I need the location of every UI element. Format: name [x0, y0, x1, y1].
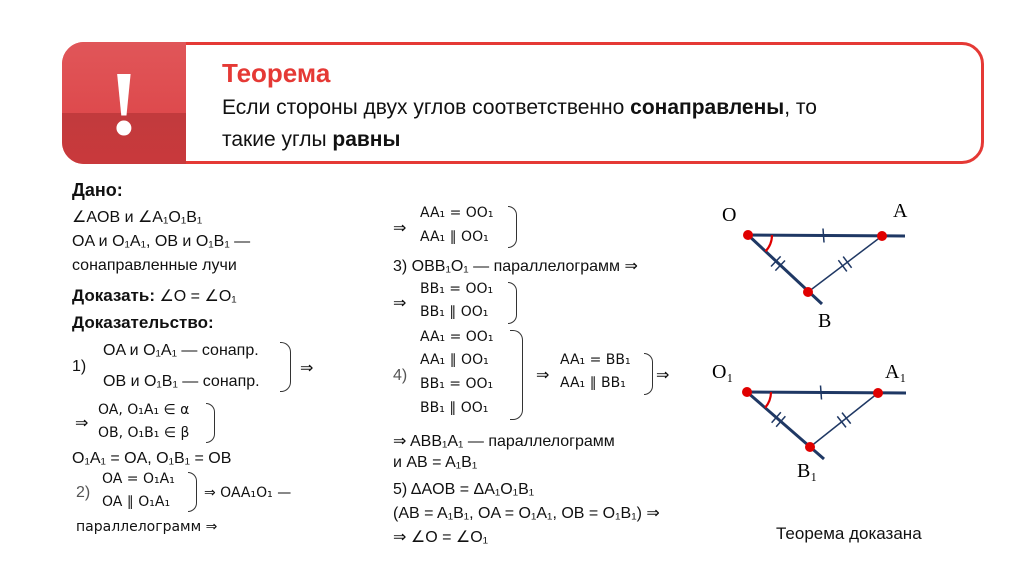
triangle-top-point-O	[743, 230, 753, 240]
label-O: O	[722, 204, 737, 226]
triangle-top-point-B	[803, 287, 813, 297]
step-1c-arrow: ⇒	[75, 415, 89, 432]
step-4-line-4: BB₁ ∥ OO₁	[420, 400, 489, 416]
label-B1: B₁	[797, 460, 818, 482]
mid-3-line-b: BB₁ ∥ OO₁	[420, 304, 489, 320]
step-1-line-a: OA и O₁A₁ — сонапр.	[103, 342, 259, 359]
step-2-number: 2)	[76, 484, 91, 501]
step-1-line-b: OB и O₁B₁ — сонапр.	[103, 373, 260, 390]
triangle-bottom-tick-AB-0	[842, 413, 851, 424]
step-4-arrow-2: ⇒	[656, 367, 670, 384]
step-2-result: ⇒ OAA₁O₁ —	[204, 485, 292, 501]
step-1-number: 1)	[72, 358, 87, 375]
triangle-top-segment-AB	[808, 236, 882, 292]
triangle-bottom-point-A	[873, 388, 883, 398]
step-2-result-cont: параллелограмм ⇒	[76, 519, 218, 535]
prove-label: Доказать:	[72, 286, 155, 305]
triangle-top-tick-OA	[823, 229, 824, 243]
triangle-top-tick-AB-0	[843, 257, 851, 268]
mid-3-line-a: BB₁ = OO₁	[420, 281, 494, 297]
step-4-conclusion-equal: и AB = A₁B₁	[393, 454, 478, 471]
step-4-number: 4)	[393, 367, 408, 384]
given-rays: OA и O₁A₁, OB и O₁B₁ —	[72, 233, 251, 250]
triangle-top-tick-AB-1	[838, 260, 846, 271]
prove-value: ∠O = ∠O₁	[155, 288, 237, 305]
step-1-arrow: ⇒	[300, 360, 314, 377]
step-2-line-b: OA ∥ O₁A₁	[102, 494, 171, 510]
triangle-bottom-point-O	[742, 387, 752, 397]
mid-1-arrow: ⇒	[393, 220, 407, 237]
step-1d: O₁A₁ = OA, O₁B₁ = OB	[72, 450, 232, 467]
triangle-bottom-point-B	[805, 442, 815, 452]
step-4-line-2: AA₁ ∥ OO₁	[420, 352, 489, 368]
theorem-text: Если стороны двух углов соответственно	[222, 96, 631, 119]
step-4-conclusion: ⇒ ABB₁A₁ — параллелограмм	[393, 433, 615, 450]
theorem-text: такие углы	[222, 128, 333, 151]
step-5-reason: (AB = A₁B₁, OA = O₁A₁, OB = O₁B₁) ⇒	[393, 505, 660, 522]
proof-complete-text: Теорема доказана	[776, 524, 922, 543]
step-2-line-a: OA = O₁A₁	[102, 471, 175, 487]
step-1c-line-b: OB, O₁B₁ ∈ β	[98, 425, 190, 441]
theorem-text: , то	[784, 96, 817, 119]
theorem-keyword-equal: равны	[332, 128, 401, 151]
triangle-bottom-tick-AB-1	[837, 416, 846, 427]
triangle-top-angle-arc	[766, 235, 772, 251]
triangle-bottom-angle-arc	[765, 392, 771, 408]
mid-1-line-a: AA₁ = OO₁	[420, 205, 494, 221]
exclamation-icon: !	[108, 52, 140, 154]
step-4-arrow: ⇒	[536, 367, 550, 384]
step-3: 3) OBB₁O₁ — параллелограмм ⇒	[393, 258, 638, 275]
given-heading: Дано:	[72, 180, 123, 200]
triangle-top-point-A	[877, 231, 887, 241]
step-4-line-1: AA₁ = OO₁	[420, 329, 494, 345]
triangle-bottom-segment-AB	[810, 393, 878, 447]
step-4-line-3: BB₁ = OO₁	[420, 376, 494, 392]
step-4-result-a: AA₁ = BB₁	[560, 352, 631, 368]
step-4-result-b: AA₁ ∥ BB₁	[560, 375, 626, 391]
mid-3-arrow: ⇒	[393, 295, 407, 312]
label-A1: A₁	[885, 361, 907, 383]
step-5-conclusion: ⇒ ∠O = ∠O₁	[393, 529, 489, 546]
triangle-bottom-tick-OA	[821, 386, 822, 400]
theorem-keyword-codirected: сонаправлены	[630, 96, 785, 119]
step-1c-line-a: OA, O₁A₁ ∈ α	[98, 402, 190, 418]
label-A: A	[893, 200, 908, 222]
theorem-title: Теорема	[222, 58, 331, 88]
mid-1-line-b: AA₁ ∥ OO₁	[420, 229, 489, 245]
given-rays-cont: сонаправленные лучи	[72, 257, 237, 274]
proof-heading: Доказательство:	[72, 313, 214, 332]
step-5: 5) ΔAOB = ΔA₁O₁B₁	[393, 481, 535, 498]
given-angles: ∠AOB и ∠A₁O₁B₁	[72, 209, 203, 226]
label-B: B	[818, 310, 832, 332]
label-O1: O₁	[712, 361, 734, 383]
